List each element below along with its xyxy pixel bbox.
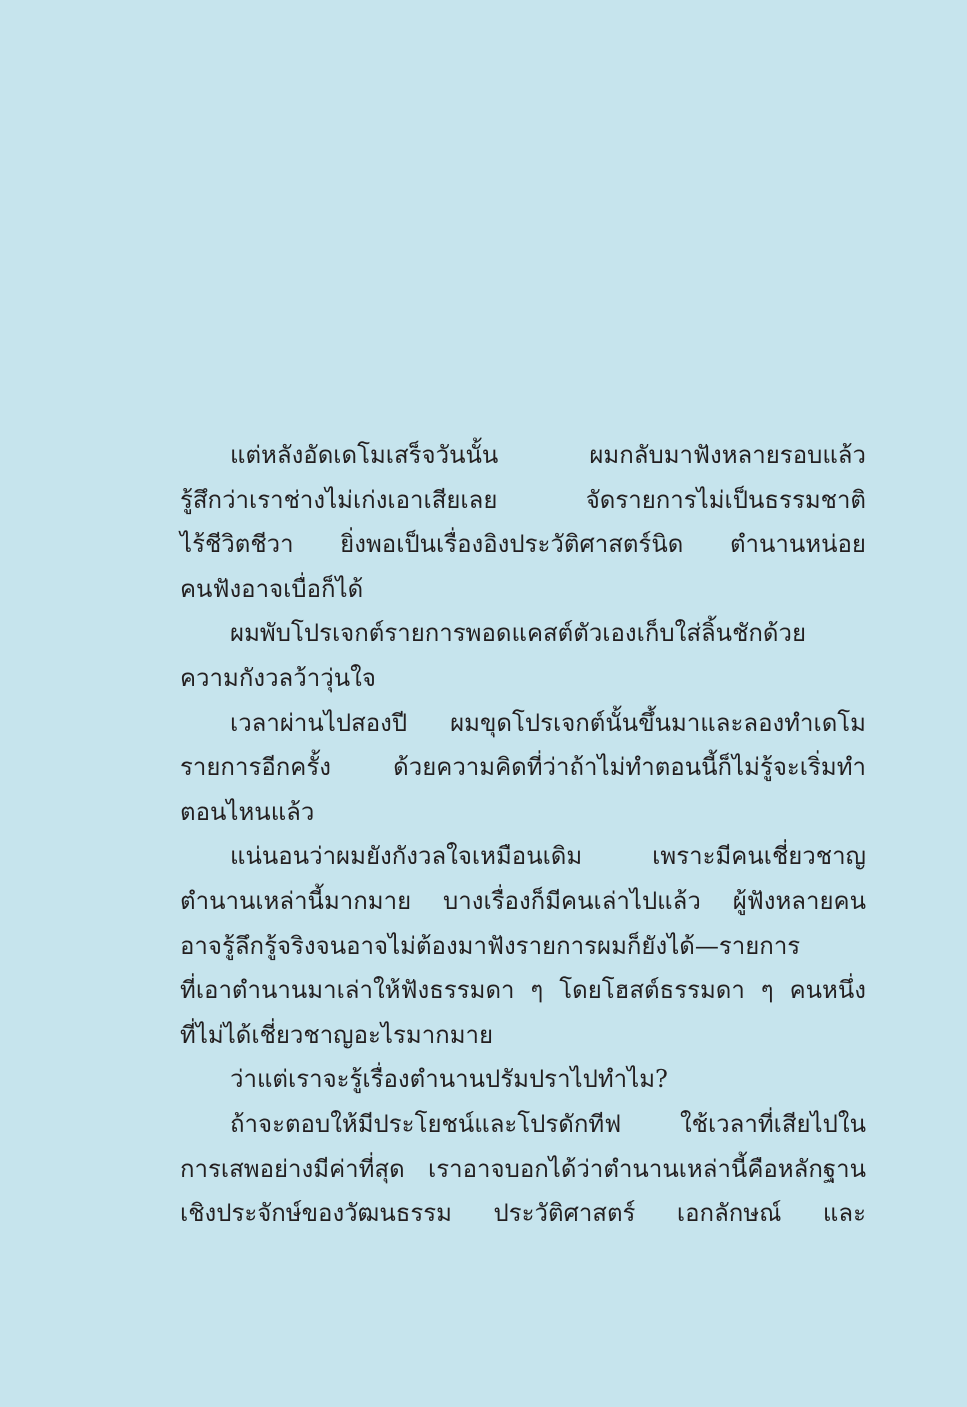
text-line: ไร้ชีวิตชีวา ยิ่งพอเป็นเรื่องอิงประวัติศาสตร์นิด ตำนานหน่อย [180, 530, 866, 559]
text-line: คนฟังอาจเบื่อก็ได้ [180, 574, 364, 603]
text-line: แน่นอนว่าผมยังกังวลใจเหมือนเดิม เพราะมีคนเชี่ยวชาญ [230, 842, 866, 871]
body-text [180, 433, 866, 1236]
text-line: แต่หลังอัดเดโมเสร็จวันนั้น ผมกลับมาฟังหลายรอบแล้ว [230, 441, 866, 469]
text-line: ตำนานเหล่านี้มากมาย บางเรื่องก็มีคนเล่าไปแล้ว ผู้ฟังหลายคน [180, 886, 866, 915]
text-line: การเสพอย่างมีค่าที่สุด เราอาจบอกได้ว่าตำนานเหล่านี้คือหลักฐาน [180, 1154, 866, 1183]
text-line: เชิงประจักษ์ของวัฒนธรรม ประวัติศาสตร์ เอกลักษณ์ และ [180, 1199, 866, 1228]
text-line: ที่เอาตำนานมาเล่าให้ฟังธรรมดา ๆ โดยโฮสต์ธรรมดา ๆ คนหนึ่ง [180, 976, 866, 1005]
text-line: ถ้าจะตอบให้มีประโยชน์และโปรดักทีฟ ใช้เวลาที่เสียไปใน [230, 1109, 866, 1138]
text-line: ผมพับโปรเจกต์รายการพอดแคสต์ตัวเองเก็บใส่ลิ้นชักด้วย [230, 619, 807, 648]
text-line: เวลาผ่านไปสองปี ผมขุดโปรเจกต์นั้นขึ้นมาและลองทำเดโม [230, 708, 866, 737]
text-line: อาจรู้ลึกรู้จริงจนอาจไม่ต้องมาฟังรายการผมก็ยังได้—รายการ [180, 931, 801, 960]
text-line: ความกังวลว้าวุ่นใจ [180, 663, 376, 692]
text-line: ตอนไหนแล้ว [180, 797, 315, 826]
text-line: รายการอีกครั้ง ด้วยความคิดที่ว่าถ้าไม่ทำตอนนี้ก็ไม่รู้จะเริ่มทำ [180, 753, 866, 782]
text-line: ว่าแต่เราจะรู้เรื่องตำนานปรัมปราไปทำไม? [230, 1065, 668, 1094]
text-line: รู้สึกว่าเราช่างไม่เก่งเอาเสียเลย จัดรายการไม่เป็นธรรมชาติ [180, 485, 866, 514]
text-line: ที่ไม่ได้เชี่ยวชาญอะไรมากมาย [180, 1020, 494, 1049]
